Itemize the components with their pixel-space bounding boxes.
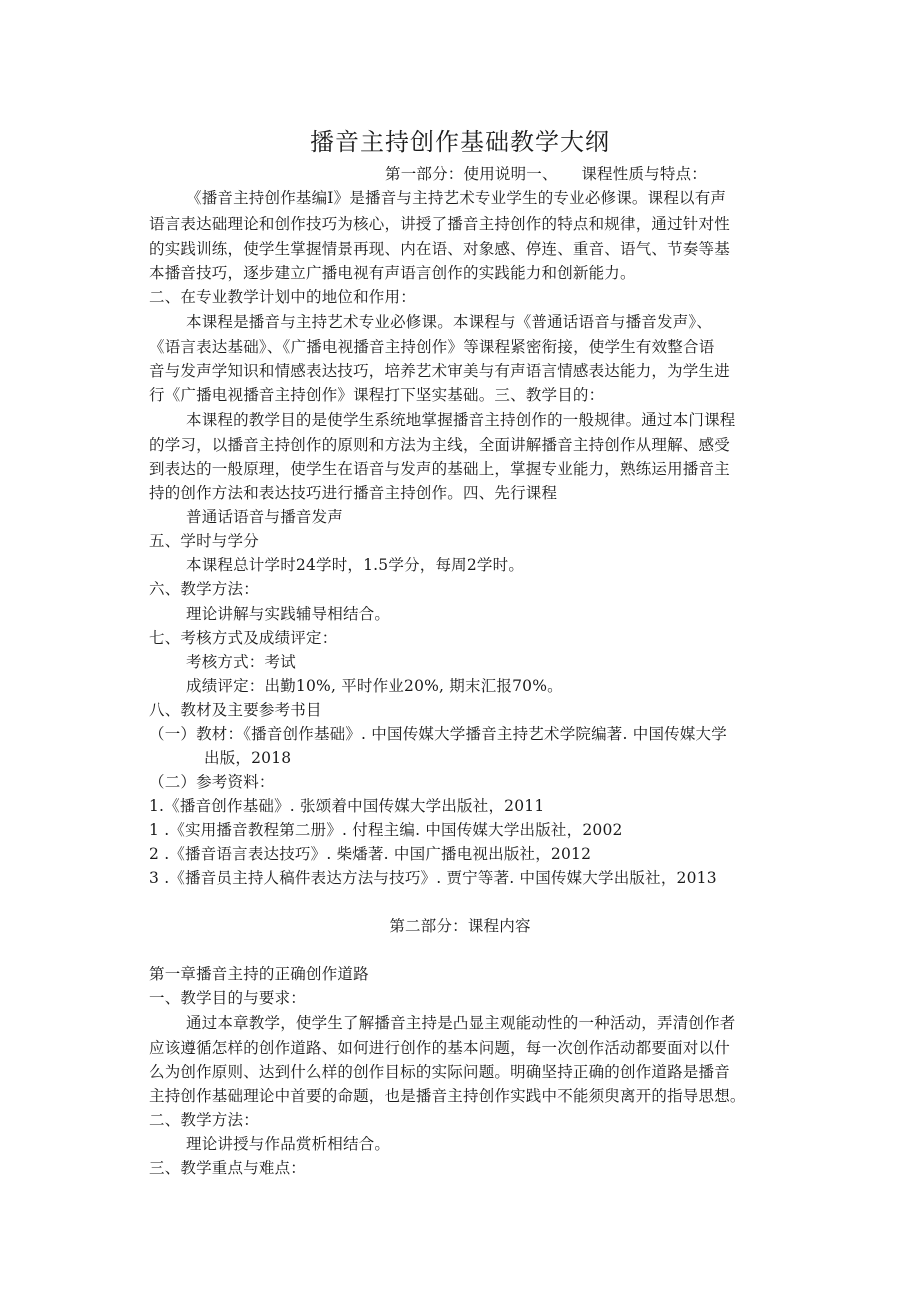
chapter1-section-heading: 一、教学目的与要求： [149, 989, 307, 1007]
section-heading-2: 二、在专业教学计划中的地位和作用： [149, 288, 416, 306]
grade-breakdown: 成绩评定：出勤10%, 平时作业20%, 期末汇报70%。 [186, 677, 563, 695]
chapter1-section-heading: 二、教学方法： [149, 1111, 259, 1129]
reference-item: 1.《播音创作基础》. 张颂着中国传媒大学出版社，2011 [149, 797, 545, 815]
section2-paragraph-line: 本课程是播音与主持艺术专业必修课。本课程与《普通话语音与播音发声》、 [186, 313, 713, 331]
section-heading-5: 五、学时与学分 [149, 532, 259, 550]
textbook-line: （一）教材：《播音创作基础》. 中国传媒大学播音主持艺术学院编著. 中国传媒大学 [149, 725, 727, 743]
section2-paragraph-line: 行《广播电视播音主持创作》课程打下坚实基础。三、教学目的： [149, 386, 605, 404]
credit-hours: 本课程总计学时24学时，1.5学分，每周2学时。 [186, 556, 525, 574]
section-heading-7: 七、考核方式及成绩评定： [149, 629, 338, 647]
chapter1-title: 第一章播音主持的正确创作道路 [149, 965, 369, 983]
intro-paragraph-line: 语言表达础理论和创作技巧为核心，讲授了播音主持创作的特点和规律，通过针对性 [149, 215, 730, 233]
chapter1-paragraph-line: 应该遵循怎样的创作道路、如何进行创作的基本问题，每一次创作活动都要面对以什 [149, 1039, 730, 1057]
chapter1-section-heading: 三、教学重点与难点： [149, 1159, 307, 1177]
section-heading-8: 八、教材及主要参考书目 [149, 701, 322, 719]
document-title: 播音主持创作基础教学大纲 [310, 128, 610, 156]
prerequisite-course: 普通话语音与播音发声 [186, 508, 344, 526]
chapter1-paragraph-line: 通过本章教学，使学生了解播音主持是凸显主观能动性的一种活动，弄清创作者 [186, 1014, 736, 1032]
section3-paragraph-line: 持的创作方法和表达技巧进行播音主持创作。四、先行课程 [149, 484, 558, 502]
reference-item: 3 .《播音员主持人稿件表达方法与技巧》. 贾宁等著. 中国传媒大学出版社，2013 [149, 869, 717, 887]
textbook-line: 出版，2018 [204, 749, 292, 767]
intro-paragraph-line: 的实践训练，使学生掌握情景再现、内在语、对象感、停连、重音、语气、节奏等基 [149, 240, 730, 258]
intro-paragraph-line: 《播音主持创作基编Ⅰ》是播音与主持艺术专业学生的专业必修课。课程以有声 [186, 189, 727, 207]
section2-paragraph-line: 《语言表达基础》、《广播电视播音主持创作》等课程紧密衔接，使学生有效整合语 [149, 338, 715, 356]
chapter1-paragraph-line: 么为创作原则、达到什么样的创作目标的实际问题。明确坚持正确的创作道路是播音 [149, 1063, 730, 1081]
section3-paragraph-line: 的学习，以播音主持创作的原则和方法为主线，全面讲解播音主持创作从理解、感受 [149, 436, 730, 454]
section-heading-6: 六、教学方法： [149, 580, 259, 598]
chapter1-paragraph-line: 主持创作基础理论中首要的命题，也是播音主持创作实践中不能须臾离开的指导思想。 [149, 1087, 746, 1105]
intro-paragraph-line: 本播音技巧，逐步建立广播电视有声语言创作的实践能力和创新能力。 [149, 264, 636, 282]
chapter1-method: 理论讲授与作品赏析相结合。 [186, 1135, 391, 1153]
references-heading: （二）参考资料： [149, 773, 275, 791]
section3-paragraph-line: 本课程的教学目的是使学生系统地掌握播音主持创作的一般规律。通过本门课程 [186, 411, 736, 429]
section2-paragraph-line: 音与发声学知识和情感表达技巧，培养艺术审美与有声语言情感表达能力，为学生进 [149, 362, 730, 380]
reference-item: 2 .《播音语言表达技巧》. 柴燔著. 中国广播电视出版社，2012 [149, 845, 592, 863]
exam-method: 考核方式：考试 [186, 653, 296, 671]
part2-heading: 第二部分：课程内容 [389, 917, 531, 935]
part1-heading: 第一部分：使用说明一、 课程性质与特点： [385, 165, 707, 183]
teaching-method: 理论讲解与实践辅导相结合。 [186, 605, 391, 623]
section3-paragraph-line: 到表达的一般原理，使学生在语音与发声的基础上，掌握专业能力，熟练运用播音主 [149, 460, 730, 478]
reference-item: 1 .《实用播音教程第二册》. 付程主编. 中国传媒大学出版社，2002 [149, 821, 623, 839]
